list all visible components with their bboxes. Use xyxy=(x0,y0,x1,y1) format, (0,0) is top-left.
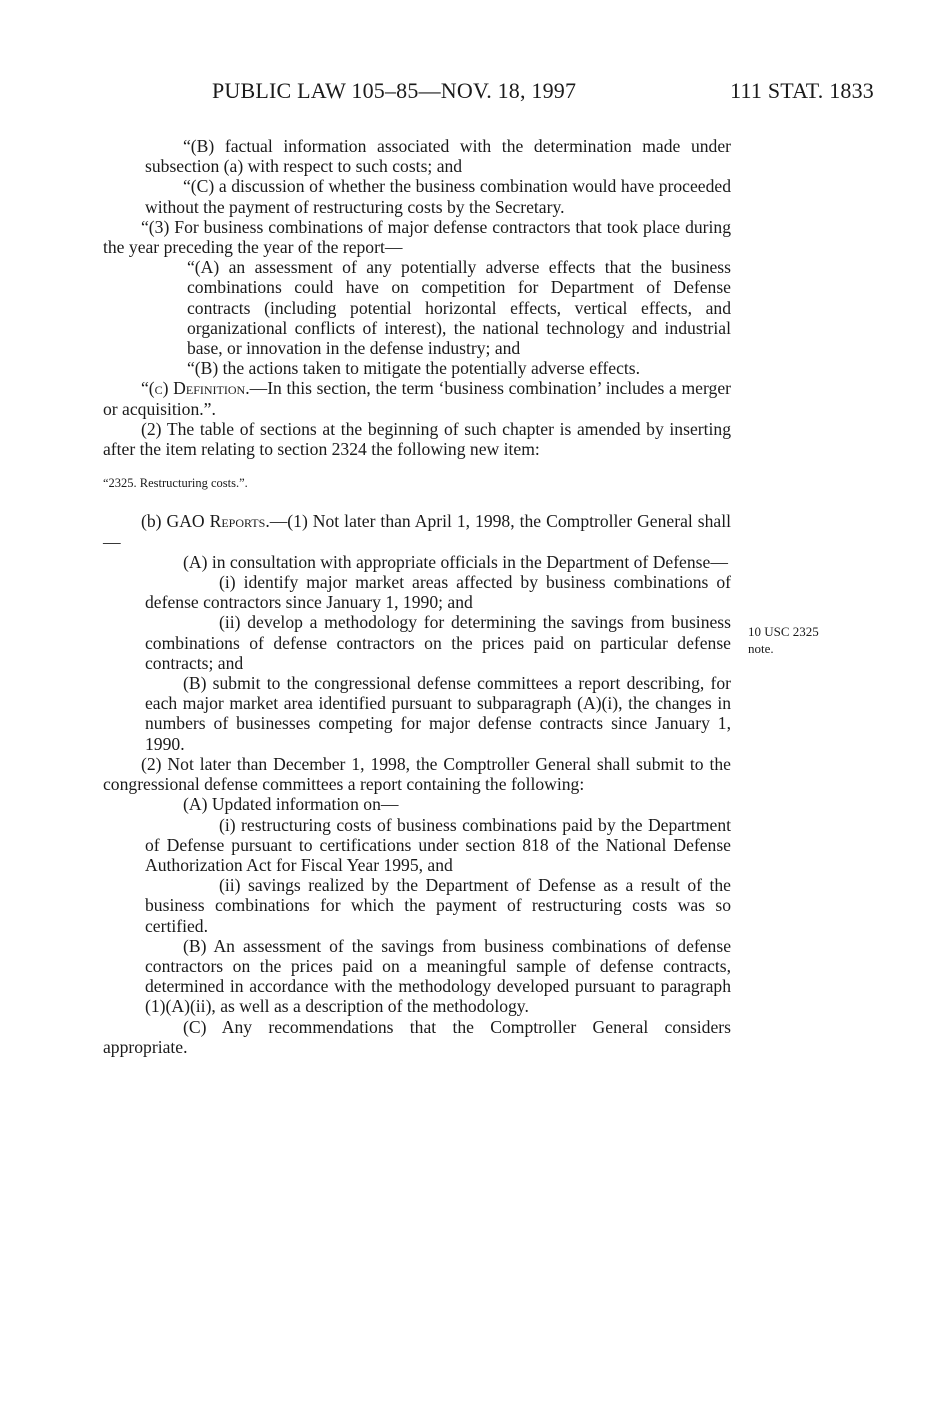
header-public-law: PUBLIC LAW 105–85—NOV. 18, 1997 xyxy=(212,78,577,103)
paragraph-c-discussion: “(C) a discussion of whether the business combination would have proceeded without the payment of restructuring costs by the Secretary. xyxy=(145,176,731,217)
paragraph-b-assessment-savings: (B) An assessment of the savings from business combinations of defense contractors on the prices paid on a meaningful sample of defense contracts, determined in accordance with the methodology developed pursuant to paragraph (1)(A)(ii), as well as a description of the methodology. xyxy=(145,935,731,1017)
paragraph-2-december: (2) Not later than December 1, 1998, the Comptroller General shall submit to the congressional defense committees a report containing the following: xyxy=(103,753,731,795)
gao-reports-heading: Reports xyxy=(209,511,266,532)
paragraph-a-assessment: “(A) an assessment of any potentially adverse effects that the business combinations could have on competition for Department of Defense contracts (including potential horizontal effects, vertical effects, and organizational conflicts of interest), the national technology and industrial base, or innovation in the defense industry; and xyxy=(187,257,731,359)
gao-reports-text: .—(1) Not later than April 1, 1998, the Comptroller General shall— xyxy=(103,511,731,552)
definition-heading: “(c) Definition. xyxy=(141,378,250,399)
page-header xyxy=(212,78,874,108)
paragraph-i-identify: (i) identify major market areas affected by business combinations of defense contractors since January 1, 1990; and xyxy=(145,572,731,613)
paragraph-b-submit: (B) submit to the congressional defense committees a report describing, for each major market area identified pursuant to subparagraph (A)(i), the changes in numbers of businesses competing for major defense contracts since January 1, 1990. xyxy=(145,673,731,754)
paragraph-3-business-combinations: “(3) For business combinations of major defense contractors that took place during the year preceding the year of the report— xyxy=(103,216,731,258)
margin-note-label: note. xyxy=(748,641,774,656)
paragraph-a-updated-information: (A) Updated information on— xyxy=(183,794,399,815)
paragraph-ii-savings-realized: (ii) savings realized by the Department of Defense as a result of the business combinations for which the payment of restructuring costs was so certified. xyxy=(145,875,731,936)
paragraph-b-actions: “(B) the actions taken to mitigate the potentially adverse effects. xyxy=(187,358,641,379)
header-statute-page: 111 STAT. 1833 xyxy=(730,78,874,103)
margin-note-citation: 10 USC 2325 xyxy=(748,624,819,639)
paragraph-a-consultation: (A) in consultation with appropriate officials in the Department of Defense— xyxy=(183,551,728,572)
paragraph-i-restructuring-costs: (i) restructuring costs of business combinations paid by the Department of Defense pursuant to certifications under section 818 of the National Defense Authorization Act for Fiscal Year 1995, and xyxy=(145,814,731,875)
gao-prefix: (b) GAO xyxy=(141,511,210,532)
table-of-sections-item: “2325. Restructuring costs.”. xyxy=(103,476,248,491)
body-text xyxy=(103,136,731,1057)
paragraph-c-recommendations: (C) Any recommendations that the Comptroller General considers appropriate. xyxy=(103,1016,731,1057)
paragraph-b-factual-information: “(B) factual information associated with the determination made under subsection (a) with respect to such costs; and xyxy=(145,136,731,177)
paragraph-c-definition xyxy=(103,378,731,418)
paragraph-b-gao-reports xyxy=(103,511,731,551)
paragraph-2-table-of-sections: (2) The table of sections at the beginning of such chapter is amended by inserting after the item relating to section 2324 the following new item: xyxy=(103,418,731,460)
paragraph-ii-develop: (ii) develop a methodology for determining the savings from business combinations of defense contractors on the prices paid on particular defense contracts; and xyxy=(145,612,731,673)
margin-note xyxy=(748,623,858,657)
definition-text: —In this section, the term ‘business combination’ includes a merger or acquisition.”. xyxy=(103,378,731,419)
